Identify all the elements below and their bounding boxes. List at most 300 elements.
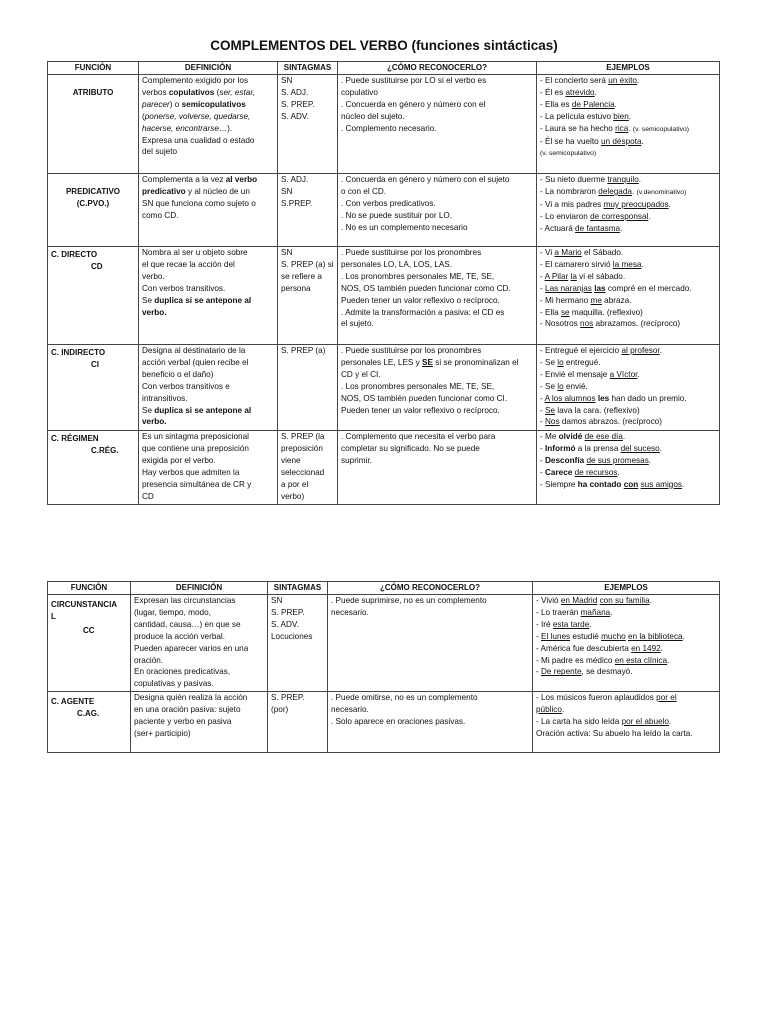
reconocer-line bbox=[341, 247, 533, 259]
ejemplo-line bbox=[540, 211, 716, 223]
text-run: compré en el mercado. bbox=[605, 283, 692, 293]
reconocer-cell bbox=[338, 345, 537, 431]
text-run: ( bbox=[142, 111, 145, 121]
definicion-line bbox=[142, 198, 274, 210]
ejemplo-line bbox=[540, 87, 716, 99]
text-run: . bbox=[659, 443, 662, 453]
ejemplo-line bbox=[536, 728, 716, 740]
text-run: verbos bbox=[142, 87, 169, 97]
reconocer-cell bbox=[328, 692, 533, 753]
text-run: entregué. bbox=[563, 357, 601, 367]
ejemplos-cell bbox=[537, 247, 720, 345]
funcion-cell bbox=[48, 75, 139, 174]
funcion-cell bbox=[48, 174, 139, 247]
text-run: - Mi hermano bbox=[540, 295, 591, 305]
text-run: - Nosotros bbox=[540, 319, 581, 329]
ejemplos-cell bbox=[533, 595, 720, 692]
text-run: Informó bbox=[545, 443, 576, 453]
text-run: el sujeto. bbox=[341, 319, 374, 329]
ejemplo-line bbox=[536, 619, 716, 631]
text-run: . bbox=[614, 99, 617, 109]
text-run: como CD. bbox=[142, 210, 179, 220]
text-run: damos abrazos. (recíproco) bbox=[559, 417, 662, 427]
reconocer-line bbox=[331, 692, 529, 704]
text-run: a Víctor bbox=[609, 369, 638, 379]
funcion-cell bbox=[48, 431, 139, 505]
reconocer-cell bbox=[338, 75, 537, 174]
definicion-line bbox=[142, 271, 274, 283]
header-ejemplos: EJEMPLOS bbox=[533, 582, 720, 595]
definicion-line bbox=[134, 666, 264, 678]
definicion-cell bbox=[139, 431, 278, 505]
text-run: - La película estuvo bbox=[540, 111, 614, 121]
text-run: . bbox=[631, 186, 637, 196]
funcion-label: C. INDIRECTO bbox=[51, 348, 106, 357]
text-run: - Vi a mis padres bbox=[540, 199, 604, 209]
text-run: - Vi bbox=[540, 248, 555, 257]
header-como-reconocerlo: ¿CÓMO RECONOCERLO? bbox=[338, 62, 537, 75]
text-run: del sujeto bbox=[142, 147, 178, 157]
ejemplo-line bbox=[536, 692, 716, 704]
sintagmas-cell bbox=[278, 174, 338, 247]
funcion-label: L bbox=[51, 611, 56, 621]
reconocer-cell bbox=[338, 247, 537, 345]
text-run: . Concuerda en género y número con el sujeto bbox=[341, 175, 510, 184]
text-run: la mesa bbox=[612, 259, 642, 269]
ejemplos-cell bbox=[537, 431, 720, 505]
text-run: SN que funciona como sujeto o bbox=[142, 198, 256, 208]
text-run: . No se puede sustituir por LO. bbox=[341, 210, 453, 220]
text-run: de Palencia bbox=[571, 99, 615, 109]
funcion-label: C. DIRECTO bbox=[51, 250, 98, 259]
text-run: - Me bbox=[540, 432, 559, 441]
text-run: Complementa a la vez bbox=[142, 175, 226, 184]
text-run: - Actuará bbox=[540, 223, 576, 233]
text-run: El lunes bbox=[541, 631, 571, 641]
text-run: han dado un premio. bbox=[609, 393, 687, 403]
definicion-line bbox=[142, 174, 274, 186]
text-run: - Iré bbox=[536, 619, 553, 629]
text-run: Oración activa: Su abuelo ha leído la carta. bbox=[536, 728, 693, 738]
text-run: Se bbox=[142, 405, 155, 415]
text-run: en la biblioteca bbox=[627, 631, 683, 641]
sintagmas-cell bbox=[278, 75, 338, 174]
text-run: . Puede omitirse, no es un complemento bbox=[331, 693, 478, 702]
definicion-line bbox=[142, 135, 274, 147]
text-run: (v. semicopulativo) bbox=[540, 150, 597, 158]
ejemplo-line bbox=[540, 455, 716, 467]
ejemplo-line bbox=[540, 479, 716, 491]
ejemplo-line bbox=[536, 704, 716, 716]
sintagma-item: S. ADJ. bbox=[281, 87, 309, 97]
text-run: verbo. bbox=[142, 271, 165, 281]
text-run: . Los pronombres personales ME, TE, SE, bbox=[341, 381, 495, 391]
reconocer-line bbox=[341, 443, 533, 455]
text-run: en una oración pasiva: sujeto bbox=[134, 704, 241, 714]
text-run: ser, estar, bbox=[219, 87, 255, 97]
funcion-cell bbox=[48, 595, 131, 692]
definicion-line bbox=[142, 491, 274, 503]
reconocer-line bbox=[341, 431, 533, 443]
reconocer-line bbox=[341, 111, 533, 123]
ejemplos-cell bbox=[533, 692, 720, 753]
text-run: núcleo del sujeto. bbox=[341, 111, 405, 121]
text-run: - Vivió bbox=[536, 596, 561, 605]
text-run: predicativo bbox=[142, 186, 186, 196]
text-run: - bbox=[540, 405, 546, 415]
text-run: abraza. bbox=[601, 295, 632, 305]
text-run: sus amigos bbox=[640, 479, 682, 489]
text-run: estudié bbox=[570, 631, 602, 641]
text-run: - bbox=[540, 443, 546, 453]
text-run: Con verbos transitivos. bbox=[142, 283, 226, 293]
text-run: . Complemento que necesita el verbo para bbox=[341, 432, 496, 441]
header-sintagmas: SINTAGMAS bbox=[278, 62, 338, 75]
table-row bbox=[48, 595, 720, 692]
table-row bbox=[48, 75, 720, 174]
reconocer-line bbox=[341, 345, 533, 357]
text-run: . bbox=[620, 223, 623, 233]
text-run: personales LE, LES y bbox=[341, 357, 423, 367]
funcion-label: CIRCUNSTANCIA bbox=[51, 600, 118, 609]
text-run: verbo. bbox=[142, 417, 167, 427]
text-run: . bbox=[637, 369, 640, 379]
text-run: olvidé bbox=[558, 432, 583, 441]
sintagma-item: S. PREP. bbox=[271, 693, 305, 702]
text-run: - Se bbox=[540, 357, 558, 367]
text-run: suprimir. bbox=[341, 455, 372, 465]
text-run: Con verbos transitivos e bbox=[142, 381, 230, 391]
text-run: . bbox=[659, 346, 662, 355]
definicion-line bbox=[142, 295, 274, 307]
text-run: delegada bbox=[598, 186, 632, 196]
definicion-line bbox=[134, 692, 264, 704]
funcion-label: C. RÉGIMEN bbox=[51, 434, 99, 443]
text-run: las bbox=[594, 283, 606, 293]
definicion-line bbox=[142, 405, 274, 417]
text-run: . Los pronombres personales ME, TE, SE, bbox=[341, 271, 495, 281]
text-run: intransitivos. bbox=[142, 393, 188, 403]
ejemplo-line bbox=[540, 123, 716, 136]
text-run: vi el sábado. bbox=[576, 271, 626, 281]
text-run: SE bbox=[422, 357, 433, 367]
text-run: …). bbox=[218, 123, 233, 133]
ejemplo-line bbox=[540, 381, 716, 393]
reconocer-line bbox=[341, 198, 533, 210]
text-run: en Madrid bbox=[560, 596, 598, 605]
text-run: - La nombraron bbox=[540, 186, 599, 196]
ejemplo-line bbox=[536, 607, 716, 619]
text-run: tranquilo bbox=[607, 175, 639, 184]
definicion-line bbox=[142, 455, 274, 467]
sintagma-item: S. PREP (la bbox=[281, 432, 325, 441]
sintagma-item: (por) bbox=[271, 704, 289, 714]
text-run: - bbox=[540, 393, 545, 403]
text-run: . Puede sustituirse por los pronombres bbox=[341, 346, 482, 355]
text-run: . bbox=[589, 619, 592, 629]
text-run: copulativas y pasivas. bbox=[134, 679, 214, 689]
funcion-cell bbox=[48, 692, 131, 753]
definicion-line bbox=[142, 416, 274, 428]
ejemplo-line bbox=[540, 307, 716, 319]
complements-table-secondary bbox=[47, 581, 720, 753]
text-run: abrazamos. (recíproco) bbox=[593, 319, 681, 329]
ejemplo-line bbox=[540, 416, 716, 428]
text-run: bien bbox=[613, 111, 629, 121]
header-definicion: DEFINICIÓN bbox=[139, 62, 278, 75]
text-run: a Mario bbox=[554, 248, 582, 257]
text-run: . bbox=[638, 175, 642, 184]
text-run: necesario. bbox=[331, 607, 369, 617]
funcion-label: CI bbox=[91, 359, 99, 369]
text-run: exigida por el verbo. bbox=[142, 455, 216, 465]
text-run: - El concierto será bbox=[540, 76, 609, 85]
reconocer-line bbox=[341, 283, 533, 295]
text-run: al verbo bbox=[225, 175, 258, 184]
text-run: - Él es bbox=[540, 87, 566, 97]
text-run: . bbox=[682, 631, 685, 641]
text-run: por el bbox=[656, 693, 677, 702]
definicion-line bbox=[142, 146, 274, 158]
header-sintagmas: SINTAGMAS bbox=[268, 582, 328, 595]
text-run: . No es un complemento necesario bbox=[341, 222, 468, 232]
sintagma-item: S.PREP. bbox=[281, 198, 313, 208]
text-run: por el abuelo bbox=[621, 716, 669, 726]
funcion-label: C. AGENTE bbox=[51, 697, 95, 706]
ejemplos-cell bbox=[537, 174, 720, 247]
ejemplo-line bbox=[536, 631, 716, 643]
text-run: CD y el CI. bbox=[341, 369, 381, 379]
ejemplo-line bbox=[540, 295, 716, 307]
header-como-reconocerlo: ¿CÓMO RECONOCERLO? bbox=[328, 582, 533, 595]
text-run: - bbox=[540, 455, 546, 465]
text-run: Las naranjas bbox=[545, 283, 592, 293]
text-run: me bbox=[590, 295, 602, 305]
sintagma-item: Locuciones bbox=[271, 631, 313, 641]
text-run: . bbox=[667, 655, 670, 665]
reconocer-line bbox=[341, 271, 533, 283]
text-run: . bbox=[649, 596, 652, 605]
text-run: . Puede suprimirse, no es un complemento bbox=[331, 596, 487, 605]
funcion-label: (C.PVO.) bbox=[76, 198, 110, 208]
header-ejemplos: EJEMPLOS bbox=[537, 62, 720, 75]
text-run: - bbox=[540, 467, 546, 477]
text-run: NOS, OS también pueden funcionar como CI. bbox=[341, 393, 508, 403]
text-run: CD bbox=[142, 491, 154, 501]
text-run: de sus promesas bbox=[586, 455, 649, 465]
ejemplo-line bbox=[540, 147, 716, 160]
reconocer-line bbox=[341, 357, 533, 369]
definicion-line bbox=[142, 283, 274, 295]
text-run: nos bbox=[580, 319, 594, 329]
text-run: Expresa una cualidad o estado bbox=[142, 135, 255, 145]
page-title: COMPLEMENTOS DEL VERBO (funciones sintácticas) bbox=[210, 38, 558, 53]
definicion-line bbox=[134, 704, 264, 716]
text-run: - La carta ha sido leída bbox=[536, 716, 622, 726]
sintagma-item: SN bbox=[281, 76, 293, 85]
text-run: acción verbal (quien recibe el bbox=[142, 357, 249, 367]
funcion-label: PREDICATIVO bbox=[65, 187, 121, 196]
text-run: Desconfía bbox=[545, 455, 585, 465]
text-run: . Complemento necesario. bbox=[341, 123, 437, 133]
definicion-line bbox=[134, 643, 264, 655]
text-run: . bbox=[648, 455, 652, 465]
text-run: necesario. bbox=[331, 704, 369, 714]
text-run: A los alumnos bbox=[544, 393, 596, 403]
ejemplo-line bbox=[540, 345, 716, 357]
text-run: parecer bbox=[142, 99, 170, 109]
definicion-line bbox=[142, 87, 274, 99]
definicion-line bbox=[142, 345, 274, 357]
text-run: paciente y verbo en pasiva bbox=[134, 716, 232, 726]
text-run: , se desmayó. bbox=[581, 667, 633, 677]
definicion-cell bbox=[139, 174, 278, 247]
header-funcion: FUNCIÓN bbox=[48, 62, 139, 75]
ejemplo-line bbox=[540, 318, 716, 330]
sintagma-item: preposición bbox=[281, 443, 323, 453]
text-run: En oraciones predicativas, bbox=[134, 667, 231, 677]
sintagma-item: S. ADV. bbox=[281, 111, 309, 121]
reconocer-line bbox=[341, 405, 533, 417]
reconocer-line bbox=[341, 75, 533, 87]
text-run: - bbox=[540, 417, 546, 427]
definicion-line bbox=[134, 728, 264, 740]
ejemplo-line bbox=[540, 174, 716, 186]
text-run: - bbox=[536, 631, 542, 641]
sintagmas-cell bbox=[278, 431, 338, 505]
text-run: - Envié el mensaje bbox=[540, 369, 610, 379]
reconocer-line bbox=[341, 381, 533, 393]
reconocer-line bbox=[341, 174, 533, 186]
definicion-line bbox=[142, 123, 274, 135]
text-run: Se bbox=[142, 295, 155, 305]
sintagma-item: SN bbox=[281, 248, 293, 257]
text-run: . bbox=[617, 467, 620, 477]
text-run: un éxito bbox=[608, 76, 637, 85]
text-run: ha contado bbox=[577, 479, 622, 489]
text-run: copulativos bbox=[168, 87, 215, 97]
text-run: Nos bbox=[545, 417, 560, 427]
text-run: (ser+ participio) bbox=[134, 728, 191, 738]
table-row bbox=[48, 431, 720, 505]
definicion-line bbox=[142, 393, 274, 405]
definicion-line bbox=[142, 357, 274, 369]
definicion-line bbox=[134, 678, 264, 690]
sintagma-item: se refiere a bbox=[281, 271, 322, 281]
text-run: verbo. bbox=[142, 307, 167, 317]
text-run: si se pronominalizan el bbox=[432, 357, 519, 367]
ejemplos-cell bbox=[537, 345, 720, 431]
header-funcion: FUNCIÓN bbox=[48, 582, 131, 595]
text-run: el Sábado. bbox=[581, 248, 624, 257]
reconocer-line bbox=[341, 222, 533, 234]
sintagma-item: S. PREP (a) si bbox=[281, 259, 334, 269]
funcion-cell bbox=[48, 345, 139, 431]
text-run: . bbox=[636, 76, 640, 85]
text-run: A Pilar bbox=[544, 271, 569, 281]
text-run: copulativo bbox=[341, 87, 378, 97]
reconocer-line bbox=[331, 607, 529, 619]
text-run: se bbox=[560, 307, 570, 317]
definicion-cell bbox=[139, 345, 278, 431]
sintagma-item: a por el bbox=[281, 479, 309, 489]
text-run: lo bbox=[557, 357, 564, 367]
text-run: - bbox=[540, 271, 545, 281]
reconocer-cell bbox=[328, 595, 533, 692]
text-run: . bbox=[622, 432, 626, 441]
text-run: Pueden aparecer varios en una bbox=[134, 643, 249, 653]
definicion-cell bbox=[131, 595, 268, 692]
ejemplo-line bbox=[540, 223, 716, 235]
text-run: . Concuerda en género y número con el bbox=[341, 99, 486, 109]
text-run: NOS, OS también pueden funcionar como CD. bbox=[341, 283, 511, 293]
text-run: mañana bbox=[580, 607, 611, 617]
text-run: - América fue descubierta bbox=[536, 643, 632, 653]
funcion-label: C.RÉG. bbox=[91, 445, 119, 455]
text-run: esta tarde bbox=[552, 619, 590, 629]
complements-table-main bbox=[47, 61, 720, 505]
ejemplo-line bbox=[540, 99, 716, 111]
text-run: - Lo enviaron bbox=[540, 211, 591, 221]
ejemplo-line bbox=[540, 443, 716, 455]
funcion-label: C.AG. bbox=[77, 708, 100, 718]
reconocer-line bbox=[341, 455, 533, 467]
header-definicion: DEFINICIÓN bbox=[131, 582, 268, 595]
text-run: . bbox=[628, 123, 633, 133]
text-run: Es un sintagma preposicional bbox=[142, 432, 249, 441]
text-run: - Se bbox=[540, 381, 558, 391]
reconocer-line bbox=[341, 123, 533, 135]
definicion-line bbox=[142, 307, 274, 319]
text-run: (v.denominativo) bbox=[636, 188, 687, 196]
text-run: . Admite la transformación a pasiva: el CD es bbox=[341, 307, 505, 317]
definicion-line bbox=[134, 595, 264, 607]
text-run: - Ella bbox=[540, 307, 561, 317]
text-run: - Mi padre es médico bbox=[536, 655, 615, 665]
header-row bbox=[48, 582, 720, 595]
text-run: envié. bbox=[563, 381, 588, 391]
definicion-line bbox=[142, 259, 274, 271]
sintagma-item: SN bbox=[281, 186, 293, 196]
text-run: (lugar, tiempo, modo, bbox=[134, 607, 211, 617]
text-run: . bbox=[641, 136, 644, 146]
reconocer-line bbox=[341, 295, 533, 307]
text-run: Carece bbox=[545, 467, 573, 477]
definicion-line bbox=[142, 99, 274, 111]
reconocer-line bbox=[331, 704, 529, 716]
ejemplo-line bbox=[540, 467, 716, 479]
text-run: Designa quién realiza la acción bbox=[134, 693, 248, 702]
text-run: . bbox=[641, 259, 644, 269]
sintagma-item: seleccionad bbox=[281, 467, 325, 477]
funcion-label: CC bbox=[83, 625, 95, 635]
definicion-line bbox=[142, 247, 274, 259]
reconocer-line bbox=[341, 99, 533, 111]
reconocer-line bbox=[341, 307, 533, 319]
definicion-line bbox=[134, 655, 264, 667]
text-run: les bbox=[597, 393, 610, 403]
text-run: (v. semicopulativo) bbox=[632, 125, 690, 133]
text-run: ponerse, volverse, quedarse, bbox=[144, 111, 251, 121]
ejemplo-line bbox=[540, 393, 716, 405]
sintagma-item: viene bbox=[281, 455, 301, 465]
text-run: . bbox=[610, 607, 613, 617]
ejemplo-line bbox=[540, 357, 716, 369]
definicion-line bbox=[142, 467, 274, 479]
text-run: muy preocupados bbox=[603, 199, 669, 209]
header-row bbox=[48, 62, 720, 75]
text-run: hacerse, encontrarse bbox=[142, 123, 219, 133]
